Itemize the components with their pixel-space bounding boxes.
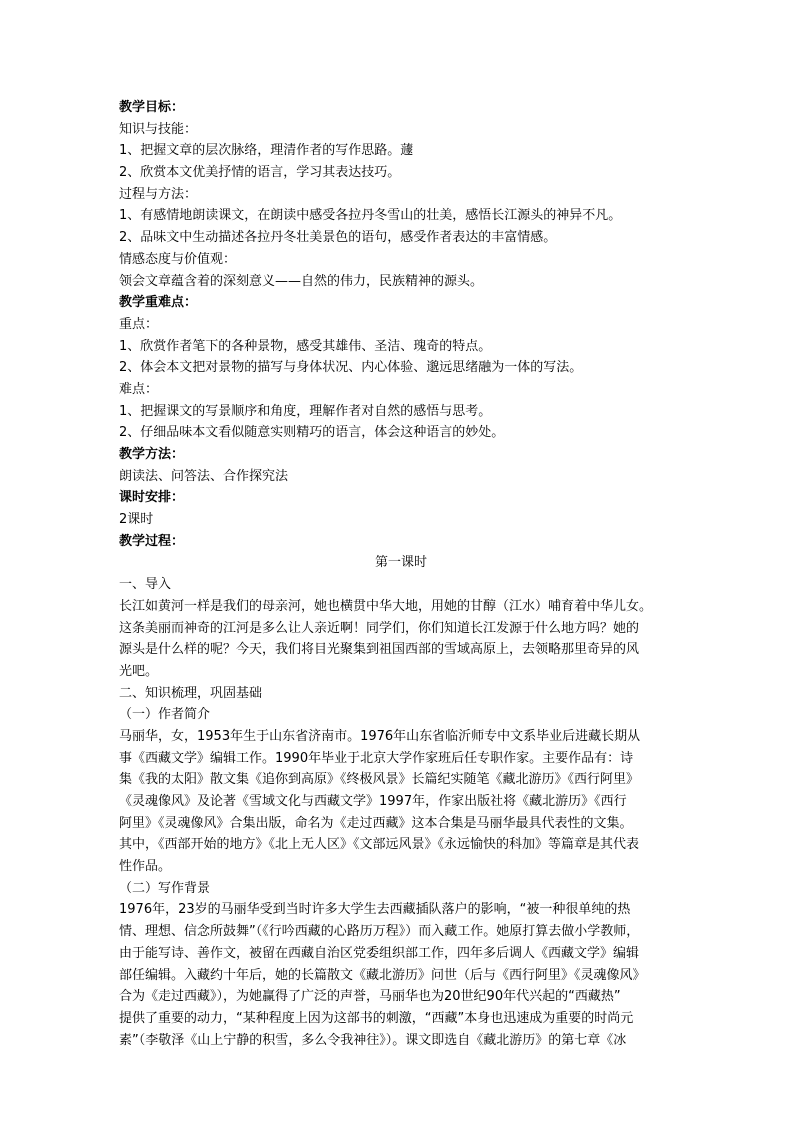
section-heading: 教学目标：: [119, 100, 185, 115]
lesson-title: 第一课时: [374, 555, 427, 571]
text-line: 长江如黄河一样是我们的母亲河，她也横贯中华大地，用她的甘醇（江水）哺育着中华儿女。: [119, 598, 653, 614]
text-line: 马丽华，女，1953年生于山东省济南市。1976年山东省临沂师专中文系毕业后进藏长期从: [119, 728, 641, 744]
text-line: 合为《走过西藏》），为她赢得了广泛的声誉，马丽华也为20世纪90年代兴起的“西藏热”: [119, 989, 621, 1005]
text-line: （一）作者简介: [119, 707, 211, 723]
text-line: 《灵魂像风》及论著《雪域文化与西藏文学》1997年，作家出版社将《藏北游历》《西行: [119, 794, 627, 809]
text-line: 重点：: [119, 316, 159, 332]
text-line: 素”（李敬泽《山上宁静的积雪，多么令我神往》）。课文即选自《藏北游历》的第七章《冰: [119, 1032, 627, 1048]
section-heading: 课时安排：: [119, 490, 185, 506]
text-line: 2、体会本文把对景物的描写与身体状况、内心体验、邈远思绪融为一体的写法。: [119, 360, 583, 376]
text-line: 一、导入: [119, 577, 172, 593]
section-heading: 教学过程：: [119, 533, 185, 549]
text-line: 2课时: [119, 512, 154, 528]
text-line: 过程与方法：: [119, 186, 198, 202]
text-line: 部任编辑。入藏约十年后，她的长篇散文《藏北游历》问世（后与《西行阿里》《灵魂像风》: [119, 967, 646, 983]
text-line: 二、知识梳理，巩固基础: [119, 685, 263, 701]
text-line: 1、把握课文的写景顺序和角度，理解作者对自然的感悟与思考。: [119, 403, 492, 419]
text-line: 源头是什么样的呢？今天，我们将目光聚集到祖国西部的雪域高原上，去领略那里奇异的风: [119, 642, 640, 658]
text-line: 1、有感情地朗读课文，在朗读中感受各拉丹冬雪山的壮美，感悟长江源头的神异不凡。: [119, 208, 622, 224]
text-line: 性作品。: [119, 859, 172, 875]
text-line: 1、把握文章的层次脉络，理清作者的写作思路。蘧: [119, 143, 414, 159]
text-line: 情感态度与价值观：: [119, 251, 237, 267]
text-line: 领会文章蕴含着的深刻意义——自然的伟力，民族精神的源头。: [119, 273, 484, 289]
text-lines: [119, 97, 683, 1051]
text-line: 阿里》《灵魂像风》合集出版，命名为《走过西藏》这本合集是马丽华最具代表性的文集。: [119, 815, 633, 831]
text-line: 2、欣赏本文优美抒情的语言，学习其表达技巧。: [119, 165, 401, 181]
text-line: 1976年，23岁的马丽华受到当时许多大学生去西藏插队落户的影响，“被一种很单纯的热: [119, 902, 631, 918]
text-line: 难点：: [119, 381, 159, 397]
text-line: 情、理想、信念所鼓舞”（《行吟西藏的心路历万程》）而入藏工作。她原打算去做小学教师，: [119, 924, 640, 940]
text-line: 朗读法、问答法、合作探究法: [119, 468, 289, 484]
text-line: 光吧。: [119, 663, 159, 679]
text-line: 这条美丽而神奇的江河是多么让人亲近啊！同学们，你们知道长江发源于什么地方吗？她的: [119, 620, 640, 636]
text-line: （二）写作背景: [119, 880, 211, 896]
text-line: 2、品味文中生动描述各拉丹冬壮美景色的语句，感受作者表达的丰富情感。: [119, 230, 557, 246]
text-line: 由于能写诗、善作文，被留在西藏自治区党委组织部工作，四年多后调人《西藏文学》编辑: [119, 945, 640, 961]
text-line: 1、欣赏作者笔下的各种景物，感受其雄伟、圣洁、瑰奇的特点。: [119, 338, 492, 354]
text-line: 提供了重要的动力，“某种程度上因为这部书的刺激，“西藏”本身也迅速成为重要的时尚元: [119, 1010, 634, 1026]
section-heading: 教学方法：: [119, 447, 185, 462]
text-line: 知识与技能：: [119, 121, 198, 137]
section-heading: 教学重难点：: [119, 295, 198, 311]
text-line: 2、仔细品味本文看似随意实则精巧的语言，体会这种语言的妙处。: [119, 425, 505, 441]
text-line: 其中，《西部开始的地方》《北上无人区》《文部远风景》《永远愉快的科加》等篇章是其代表: [119, 837, 640, 853]
text-line: 事《西藏文学》编辑工作。1990年毕业于北京大学作家班后任专职作家。主要作品有：诗: [119, 750, 634, 766]
document-body: [119, 97, 683, 1051]
text-line: 集《我的太阳》散文集《追你到高原》《终极风景》长篇纪实随笔《藏北游历》《西行阿里》: [119, 772, 640, 788]
